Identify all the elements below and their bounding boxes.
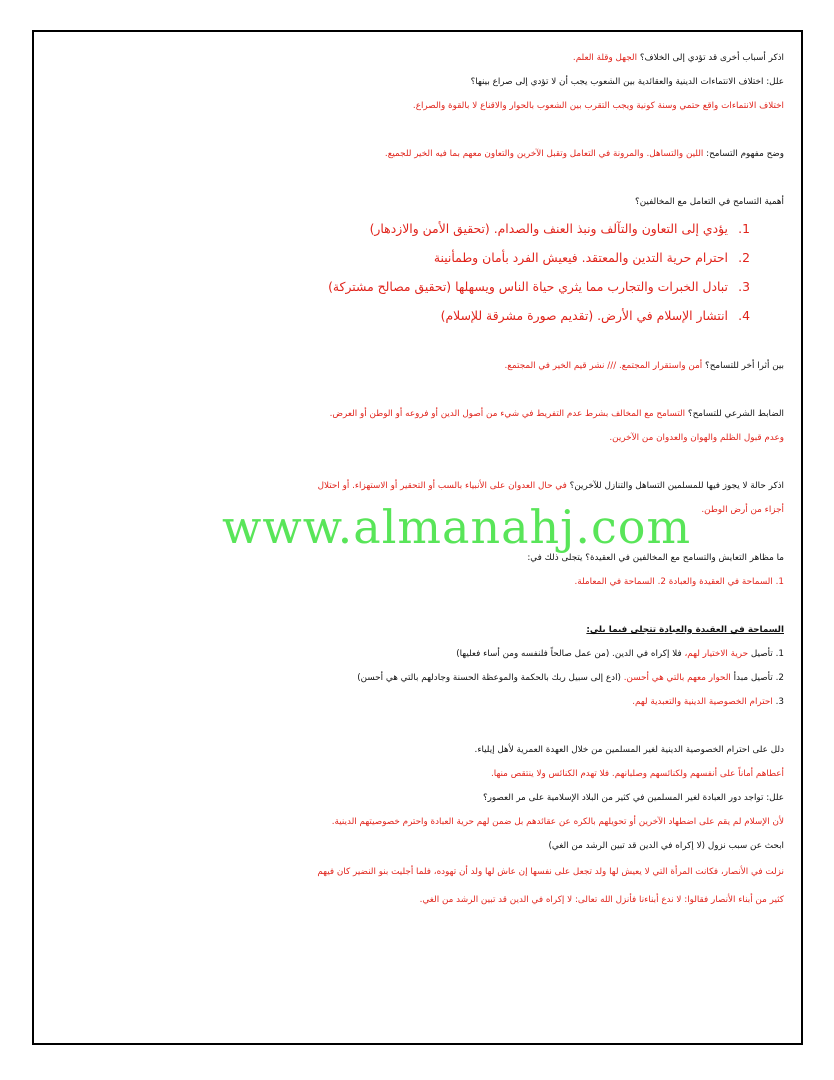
q11-answer-cont: كثير من أبناء الأنصار فقالوا: لا ندع أبناءنا فأنزل الله تعالى: لا إكراه في الدين قد تبين الرشد من الغي. [419,895,784,905]
q6-answer: التسامح مع المخالف بشرط عدم التفريط في شيء من أصول الدين أو فروعه أو الوطن أو العرض. [329,409,686,419]
q10-question: علل: تواجد دور العبادة لغير المسلمين في كثير من البلاد الإسلامية على مر العصور؟ [482,793,784,803]
section-line-1: 1. تأصيل حرية الاختيار لهم، فلا إكراه في الدين. (من عمل صالحاً فلنفسه ومن أساء فعليها) [456,649,784,659]
section-title: السماحة في العقيدة والعبادة تتجلى فيما يلي: [586,625,784,635]
list-item: 1.يؤدي إلى التعاون والتآلف ونبذ العنف والصدام. (تحقيق الأمن والازدهار) [369,221,750,236]
section-line-2: 2. تأصيل مبدأ الحوار معهم بالتي هي أحسن. (ادع إلى سبيل ربك بالحكمة والموعظة الحسنة وجادلهم بالتي هي أحسن) [357,673,784,683]
q7-line [34,474,784,498]
q5-line [34,354,784,378]
q1-question: اذكر أسباب أخرى قد تؤدي إلى الخلاف؟ [639,53,784,63]
q6-line [34,402,784,426]
q11-answer: نزلت في الأنصار، فكانت المرأة التي لا يعيش لها ولد تجعل على نفسها إن عاش لها ولد أن تهوده، فلما أجليت بنو النضير كان فيهم [317,867,784,877]
watermark: www.almanahj.com [222,500,692,554]
q1-line [34,46,784,70]
q3-question: وضح مفهوم التسامح: [706,149,784,159]
list-item: 3.تبادل الخبرات والتجارب مما يثري حياة الناس ويسهلها (تحقيق مصالح مشتركة) [328,279,750,294]
q9-answer: أعطاهم أماناً على أنفسهم ولكنائسهم وصلبانهم. فلا تهدم الكنائس ولا ينتقص منها. [491,769,784,779]
q7-answer-cont: أجزاء من أرض الوطن. [701,505,784,515]
q5-question: بين أثرا أخر للتسامح؟ [705,361,784,371]
q4-question: أهمية التسامح في التعامل مع المخالفين؟ [635,197,784,207]
document-body [34,46,784,914]
q2-answer: اختلاف الانتماءات واقع حتمي وسنة كونية ويجب التقرب بين الشعوب بالحوار والاقناع لا بالقوة والصراع. [412,101,784,111]
q6-answer-cont: وعدم قبول الظلم والهوان والعدوان من الآخرين. [609,433,784,443]
q7-question: اذكر حالة لا يجوز فيها للمسلمين التساهل والتنازل للآخرين؟ [569,481,784,491]
q3-line [34,142,784,166]
q7-answer: في حال العدوان على الأنبياء بالسب أو التحقير أو الاستهزاء. أو احتلال [317,481,567,491]
section-line-3: 3. احترام الخصوصية الدينية والتعبدية لهم. [632,697,784,707]
list-item: 4.انتشار الإسلام في الأرض. (تقديم صورة مشرقة للإسلام) [440,308,750,323]
q6-question: الضابط الشرعي للتسامح؟ [687,409,784,419]
list-item: 2.احترام حرية التدين والمعتقد. فيعيش الفرد بأمان وطمأنينة [433,250,750,265]
q2-question: علل: اختلاف الانتماءات الدينية والعقائدية بين الشعوب يجب أن لا تؤدي إلى صراع بينها؟ [470,77,784,87]
q5-answer: أمن واستقرار المجتمع. /// نشر قيم الخير في المجتمع. [504,361,703,371]
q8-question: ما مظاهر التعايش والتسامح مع المخالفين في العقيدة؟ يتجلى ذلك في: [527,553,784,563]
q3-answer: اللين والتساهل. والمرونة في التعامل وتقبل الآخرين والتعاون معهم بما فيه الخير للجميع. [384,149,704,159]
importance-list [34,214,784,330]
q9-question: دلل على احترام الخصوصية الدينية لغير المسلمين من خلال العهدة العمرية لأهل إيلياء. [474,745,784,755]
q8-answer: 1. السماحة في العقيدة والعبادة 2. السماحة في المعاملة. [574,577,784,587]
q11-question: ابحث عن سبب نزول (لا إكراه في الدين قد تبين الرشد من الغي) [548,841,784,851]
q10-answer: لأن الإسلام لم يقم على اضطهاد الآخرين أو تحويلهم بالكره عن عقائدهم بل ضمن لهم حرية العبادة واحترم خصوصيتهم الدينية. [331,817,784,827]
q1-answer: الجهل وقلة العلم. [572,53,638,63]
